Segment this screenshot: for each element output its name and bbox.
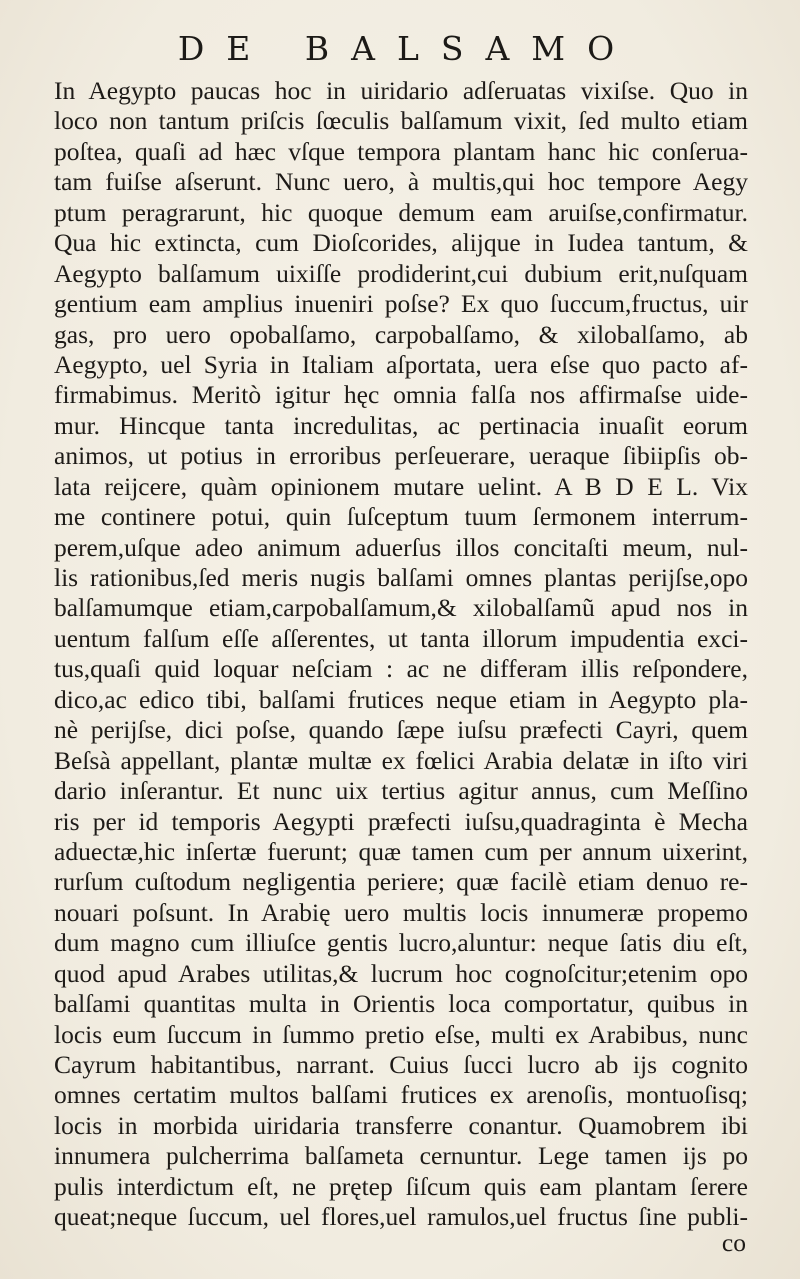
text-line: gentium eam amplius inueniri poſse? Ex quo ſuccum,fructus, uir bbox=[54, 289, 748, 319]
text-line: nè perijſse, dici poſse, quando ſæpe iuſsu præfecti Cayri, quem bbox=[54, 715, 748, 745]
text-line: balſami quantitas multa in Orientis loca comportatur, quibus in bbox=[54, 989, 748, 1019]
text-line: innumera pulcherrima balſameta cernuntur. Lege tamen ijs po bbox=[54, 1141, 748, 1171]
text-line: tus,quaſi quid loquar neſciam : ac ne differam illis reſpondere, bbox=[54, 654, 748, 684]
text-line: gas, pro uero opobalſamo, carpobalſamo, & xilobalſamo, ab bbox=[54, 319, 748, 349]
text-line: pulis interdictum eſt, ne prętер ſiſcum quis eam plantam ſerere bbox=[54, 1171, 748, 1201]
text-line: Beſsà appellant, plantæ multæ ex fœlici Arabia delatæ in iſto viri bbox=[54, 745, 748, 775]
text-line: Qua hic extincta, cum Dioſcorides, alijque in Iudea tantum, & bbox=[54, 228, 748, 258]
text-line: lata reijcere, quàm opinionem mutare uelint. A B D E L. Vix bbox=[54, 471, 748, 501]
text-line: quod apud Arabes utilitas,& lucrum hoc cognoſcitur;etenim opo bbox=[54, 958, 748, 988]
text-line: Aegypto, uel Syria in Italiam aſportata, uera eſse quo pacto af- bbox=[54, 349, 748, 379]
text-line: dum magno cum illiuſce gentis lucro,aluntur: neque ſatis diu eſt, bbox=[54, 928, 748, 958]
text-line: firmabimus. Meritò igitur hęc omnia falſa nos affirmaſse uide- bbox=[54, 380, 748, 410]
text-line: me continere potui, quin ſuſceptum tuum ſermonem interrum- bbox=[54, 502, 748, 532]
text-line: uentum falſum eſſe aſſerentes, ut tanta illorum impudentia exci- bbox=[54, 623, 748, 653]
text-line: omnes certatim multos balſami frutices ex arenoſis, montuoſisq; bbox=[54, 1080, 748, 1110]
text-line: nouari poſsunt. In Arabię uero multis locis innumeræ propemo bbox=[54, 897, 748, 927]
text-line: ptum peragrarunt, hic quoque demum eam aruiſse,confirmatur. bbox=[54, 197, 748, 227]
text-line: In Aegypto paucas hoc in uiridario adſeruatas vixiſse. Quo in bbox=[54, 76, 748, 105]
running-header: DE BALSAMO bbox=[177, 29, 637, 68]
text-line: Aegypto balſamum uixiſſe prodiderint,cui dubium erit,nuſquam bbox=[54, 258, 748, 288]
text-line: mur. Hincque tanta incredulitas, ac pertinacia inuaſit eorum bbox=[54, 410, 748, 440]
text-line: balſamumque etiam,carpobalſamum,& xilobalſamũ apud nos in bbox=[54, 593, 748, 623]
text-line: aduectæ,hic inſertæ fuerunt; quæ tamen cum per annum uixerint, bbox=[54, 836, 748, 866]
text-line: rurſum cuſtodum negligentia periere; quæ facilè etiam denuo re- bbox=[54, 867, 748, 897]
text-line: dico,ac edico tibi, balſami frutices neque etiam in Aegypto pla- bbox=[54, 684, 748, 714]
text-line: locis eum ſuccum in ſummo pretio eſse, multi ex Arabibus, nunc bbox=[54, 1019, 748, 1049]
body-text bbox=[54, 76, 748, 1233]
catchword: co bbox=[721, 1228, 746, 1257]
text-line: animos, ut potius in erroribus perſeuerare, ueraque ſibiipſis ob- bbox=[54, 441, 748, 471]
text-line: queat;neque ſuccum, uel flores,uel ramulos,uel fructus ſine publi- bbox=[54, 1202, 748, 1232]
text-line: poſtea, quaſi ad hæc vſque tempora plantam hanc hic conſerua- bbox=[54, 136, 748, 166]
text-line: ris per id temporis Aegypti præfecti iuſsu,quadraginta è Mecha bbox=[54, 806, 748, 836]
text-line: dario inſerantur. Et nunc uix tertius agitur annus, cum Meſſino bbox=[54, 776, 748, 806]
text-line: perem,uſque adeo animum aduerſus illos concitaſti meum, nul- bbox=[54, 532, 748, 562]
text-line: loco non tantum priſcis ſœculis balſamum vixit, ſed multo etiam bbox=[54, 106, 748, 136]
text-line: locis in morbida uiridaria transferre conantur. Quamobrem ibi bbox=[54, 1110, 748, 1140]
text-line: tam fuiſse aſserunt. Nunc uero, à multis,qui hoc tempore Aegy bbox=[54, 167, 748, 197]
text-line: lis rationibus,ſed meris nugis balſami omnes plantas perijſse,opo bbox=[54, 563, 748, 592]
text-line: Cayrum habitantibus, narrant. Cuius ſucci lucro ab ijs cognito bbox=[54, 1050, 748, 1079]
